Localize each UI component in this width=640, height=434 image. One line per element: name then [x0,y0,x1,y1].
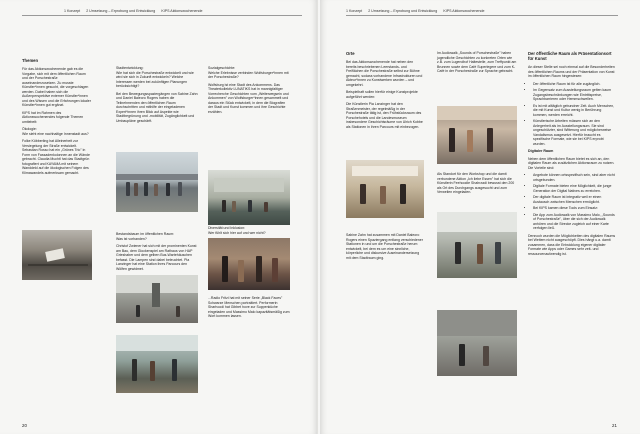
list-item: • Digitale Formate bieten eine Möglichkeit, die junge Generation der Digital Natives zu erreichen. [533,184,616,193]
body-text: Folke Köbberling hat Alleinerbeit zur Versiegelung der Straße entwickelt. Sebastian Rosso hat ein „Grünes Trio" in Form von Fassadenkolonnen an die Wände gebracht. Claudia Muchtl hat das Stadtgrün fotografiert und KAYAMA mit seinem Wanddeld auf die ökologischen Folgen des Klimawandels aufmerksam gemacht. [22,139,90,175]
photo-workshop-square [437,212,517,278]
advantages-list [528,82,616,147]
list-item: • Im Gegensatz zum Ausstellungsraum gelten kaum Zugangsbeschränkungen wie Eintrittspreise, Sprachbarrieren oder Hemmschwellen. [533,88,616,102]
header-rule [22,15,302,16]
body-text: Die Künstlerin Pia Lanzinger hat den Straßenmeister, der regelmäßig in der Porschestraße tätig ist, den Frühstücksraum des Porschehotels und die Landesmuseum insbesondere Geschichtsräume von Ulrich Kobbe als Stationen in ihren Parcours mit einbezogen. [346,102,423,129]
body-text: Wolfsburg ist eine Stadt des Ankommens. Das Theaterkollektiv LUNATIKS hat in mannigfaltiger Vorrecherche Geschichten vom „Weiterwegsein und Ankommen" von Wolfsburger*innen gesammelt und daraus ein Stück entwickelt, in dem die Biografien der Stadt und Kunst kommen und ihre Geschichte erzählen. [208,82,289,114]
body-text: Stadtentwicklung: Wie hat sich die Porschestraße entwickelt und wie wird sie sich in Zukunft entwickeln? Welche Interessen werden bei zukünftigen Planungen berücksichtigt? [116,66,194,88]
photo-event-square [208,170,290,225]
subheading: Digitaler Raum [528,149,554,153]
body-text: Sozialgeschichte: Welche Erlebnisse verbinden Wolfsburger*innen mit der Porschestraße? [208,66,289,79]
body-text: Bei den Bewegungsspaziergängen von Sabine Zahn und Daniel Baleoro Rogers haben die Teilnehmenden den öffentlichen Raum durchschritten und mithilfe der eingeladenen Expert*innen ihren Blick auf Aspekte wie Stadtbegrünung und -mobilität, Zugänglichkeit und Umbaupläne geschärft. [116,91,198,123]
section-heading: Themen [22,58,39,63]
right-page [320,0,640,434]
list-item: • Künstlerische Arbeiten müssen sich an den Anlegerheit als im Ausstellungsraum. Sie sind ungeschützter, sind Witterung und möglicherweise Vandalismus ausgesetzt. Hierfür braucht es spezifische Formate, wie sie bei KIPS erprobt wurden. [533,119,616,146]
body-text: Im Audiowalk „Sounds of Porschestraße" haben jugendliche Geschichten zu konkreten Orten wie z.B. zum Lugendhof Haltestelle, zum Treffpunkt am Brunnen sowie dem Café Superlegere und zum K-Café in der Porschestraße zur Sprache gebracht. [437,51,517,73]
body-text: KIPS hat im Rahmen des Aktionswochenendes folgende Themen umtiebelt: [22,110,84,124]
section-heading: Der öffentliche Raum als Präsentationsort für Kunst [528,51,612,61]
header-item: 1 Konzept [346,9,363,13]
body-text: Ökologie: Wie sieht eine nachhaltige Innenstadt aus? [22,127,89,136]
photo-night-street [437,310,517,376]
body-text: Bestandsbaum im öffentlichen Raum: Was ist vorhanden? [116,232,175,241]
body-text: Bei das Aktionswochenende hat neben den bereits beschriebenen Leerstands- und Freiflächen die Porschestraße selbst zur Bühne gemacht, sodass vorhandene Infrastrukturen und Akteur*innen zu Kunstwerken wurden – und umgekehrt. [346,60,423,87]
left-running-header [64,9,207,13]
left-col-3 [208,66,290,117]
photo-audiowalk-group [437,106,517,164]
photo-walkers [116,335,198,393]
header-item: KIPS Aktionswochenende [443,9,485,13]
list-item: • Der digitale Raum ist integrativ weil er einen Austausch zwischen Menschen ermöglicht. [533,195,616,204]
body-text: Sabine Zahn hat zusammen mit Daniel Baleoro Rogers einen Spaziergang entlang verschiedener Stationen in und um die Porschestraße herum entwickelt, bei dem es um eine sinnliche, körperliche und diskursive Auseinandersetzung mit dem Stadtraum ging. [346,233,423,260]
body-text: Für das Aktionswochenende gab es die Vorgabe, sich mit dem öffentlichen Raum und der Porschestraße auseinanderzusetzen. Zu musste Künstler*innen gesucht, die vorgeschlagen werden. Dabei haben sich die Außenperspektive externer Künstler*innen und des Wissen und die Erfahrungen lokaler Künstler*innen gut ergänzt. [22,67,91,107]
body-text: ...Radio Fritzi hat mit seiner Serie „Black Faces" Schwarze Menschen portraitiert. Performerin Sharhoodi hat Gibbet hove zur Suppenküche eingeladen und Massimo Malo kapazitätsmäßig zum Wort kommen lassen. [208,296,290,318]
page-number-left: 20 [22,423,27,428]
body-text: Diversität und Inklusion: Wer fühlt sich hier auf und wer nicht? [208,226,266,235]
page-number-right: 21 [612,423,617,428]
body-text: Christof Zwiener hat sich mit der prominenten Kunst am Bau, dem Glockenspiel am Rathaus von HAP Grieshaber und dem gelben Bus-Wartehäuschen befasst. Die Lampen sind dabei beleuchtet. Pia Lanzinger hat eine Station ihres Parcours den Wölfen gewidmet. [116,244,197,271]
left-col-3c [208,296,290,322]
photo-indoor-performance [208,238,290,290]
right-col-1b [346,233,424,263]
digital-list [528,173,616,231]
left-col-2b [116,232,198,274]
left-col-2 [116,66,198,126]
right-running-header [346,9,489,13]
header-rule [346,15,618,16]
list-item: • Bei KIPS kamen diese Tools zum Einsatz: [533,206,616,211]
list-item: • Die App zum Audiowalk von Massimo Malo, „Sounds of Porschestraße", über die sich der Audiowalk anhören und die Strecke zugleich auf einer Karte verfolgen ließ. [533,213,616,231]
left-page [0,0,318,434]
photo-crowd-street [116,152,198,212]
list-item: • Der öffentliche Raum ist für alle zugänglich. [533,82,616,87]
header-item: 2 Umsetzung – Erprobung und Entwicklung [86,9,156,13]
right-col-2b [437,172,517,198]
right-col-2 [437,51,517,77]
header-item: 1 Konzept [64,9,81,13]
photo-city-street [116,275,198,323]
body-text: Beispielhaft sollen hierfür einige Kunstprojekte aufgeführt werden: [346,90,418,99]
list-item: • Es ist mit alltäglich gebundner Zeit. Auch Menschen, die mit Kunst und Kultur wenig in Berührung kommen, werden erreicht. [533,104,616,118]
list-item: • Angebote können ortsspezifisch sein, sind aber nicht ortsgebunden. [533,173,616,182]
right-col-1 [346,51,424,132]
photo-paving-stones [22,230,92,280]
header-item: 2 Umsetzung – Erprobung und Entwicklung [368,9,438,13]
right-col-3 [528,51,616,259]
section-heading: Orte [346,51,355,56]
photo-breakfast-room [346,160,424,218]
body-text: An dieser Stelle sei noch einmal auf die Besonderheiten des öffentlichen Raums und der Präsentation von Kunst im öffentlichen Raum hingewiesen: [528,65,615,78]
left-col-1 [22,58,92,178]
header-item: KIPS Aktionswochenende [161,9,203,13]
body-text: Neben dem öffentlichen Raum bietet es sich an, den digitalen Raum als zusätzlichen Aktionsraum zu nutzen. Die Vorteile sind: [528,156,615,170]
body-text: Dennoch wurden die Möglichkeiten des digitalen Raums bei Weitem nicht ausgeschöpft. Dies hängt u.a. damit zusammen, dass die Entwicklung eigener digitaler Formate wie Apps oder Games sehr zeit- und ressourcenaufwendig ist. [528,233,616,256]
body-text: Als Standort für den Workshop und die damit verbundene Aktion „Ich liebe Essen" hat sich die Künstlerin Feehoodie Shahrzadi bewusst den 200 als Ort des Durchgangs ausgesucht und zum Verweilen eingeladen. [437,172,515,194]
left-col-3b [208,226,290,238]
